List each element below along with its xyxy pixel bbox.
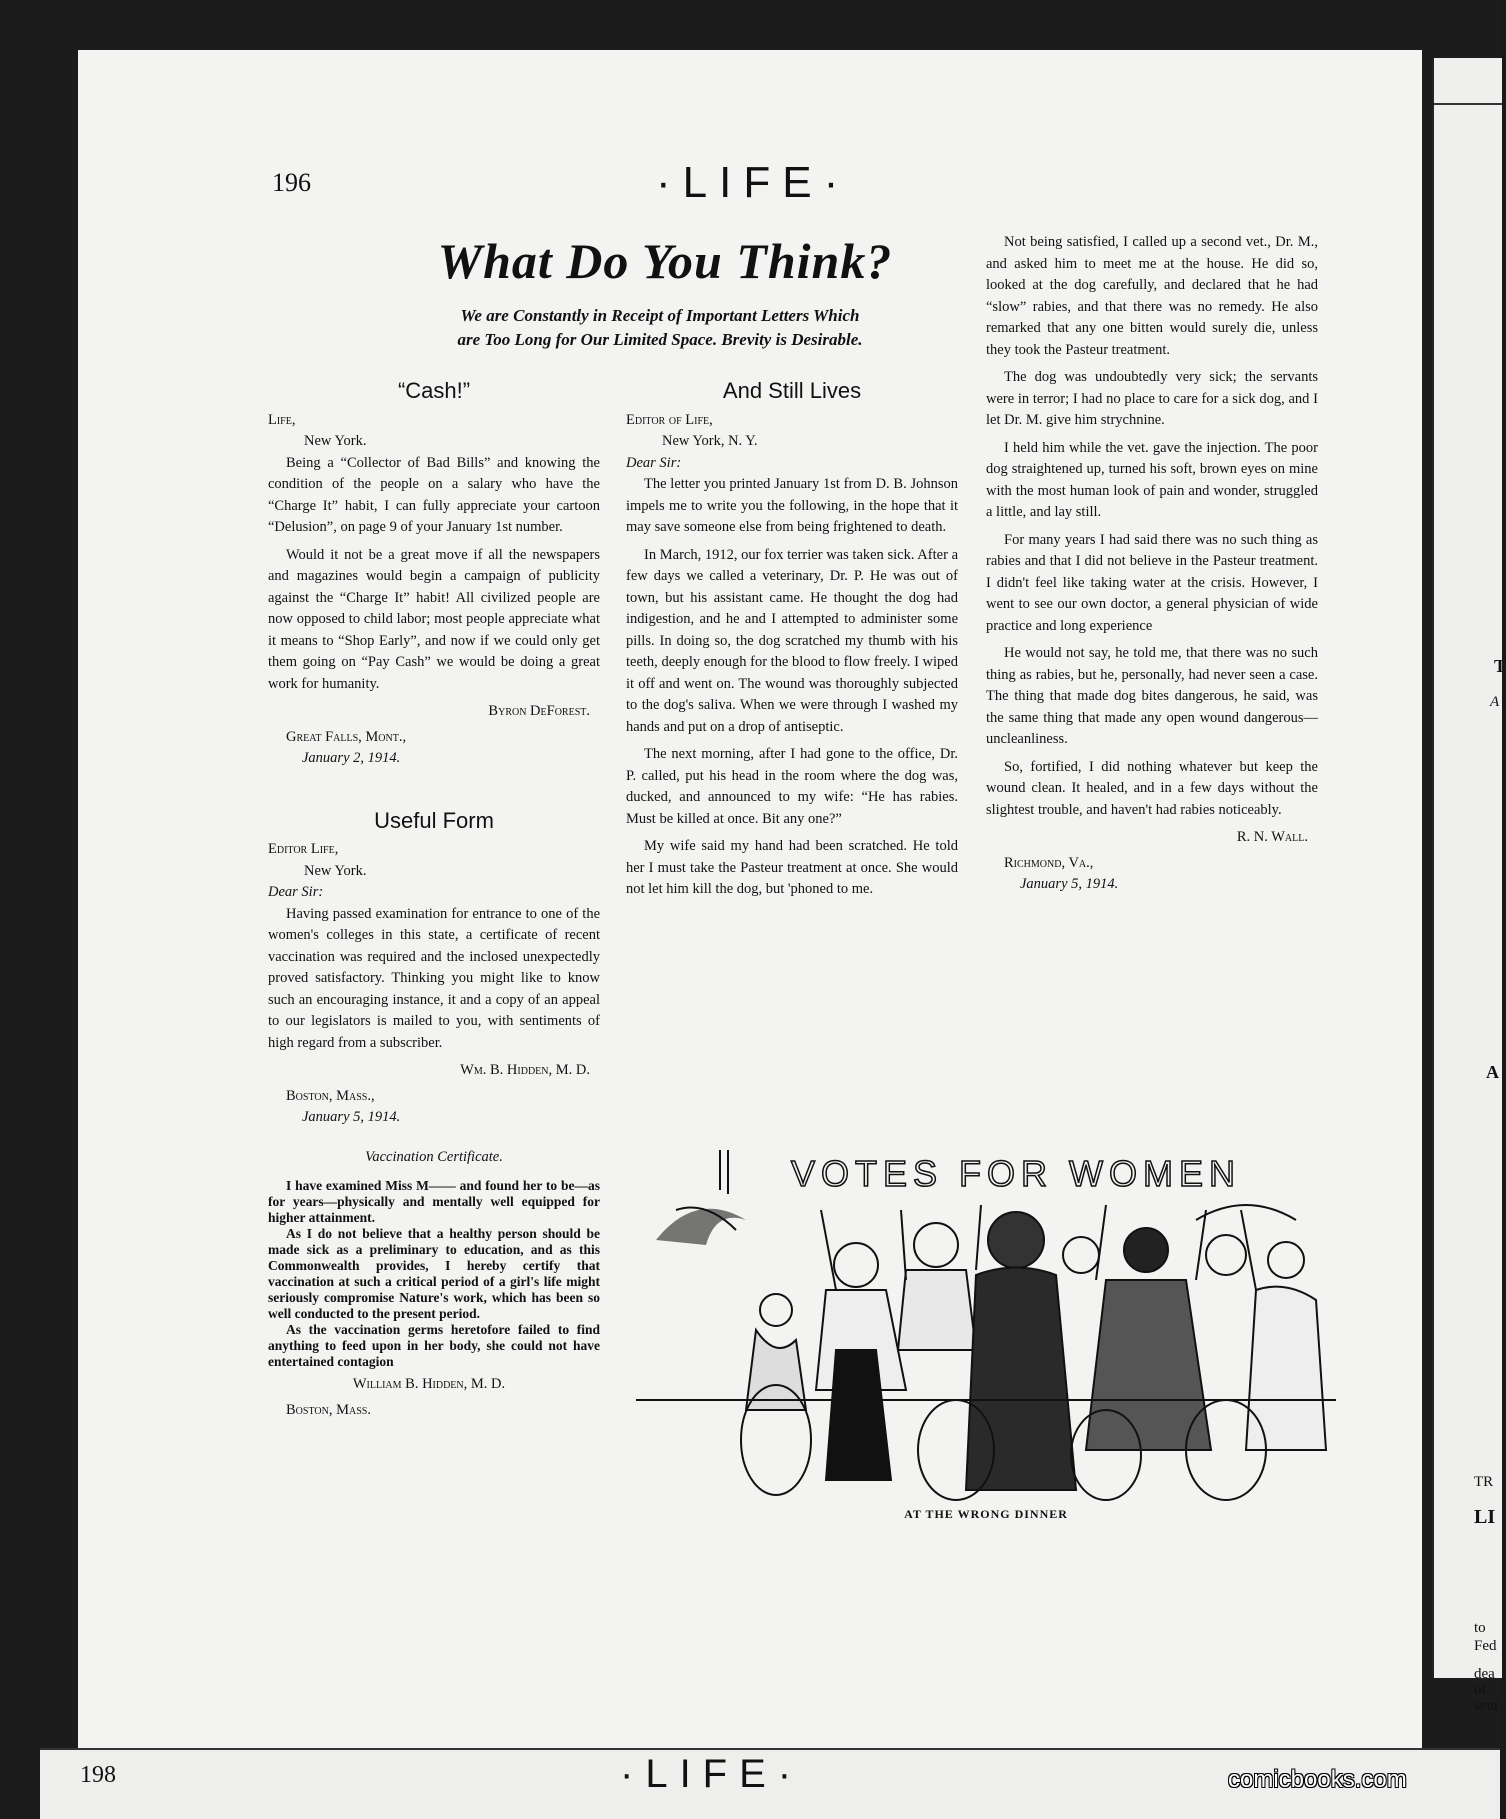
cartoon-caption: AT THE WRONG DINNER (904, 1507, 1068, 1521)
subline-1: We are Constantly in Receipt of Important Letters Which (460, 306, 860, 325)
paragraph: In March, 1912, our fox terrier was taken sick. After a few days we called a veterinary, Dr. P. He was out of town, but his assistant came. He thought the dog had indigestion, and he and I attempted to administer some pills. In doing so, the dog scratched my thumb with his teeth, deeply enough for the blood to flow freely. I wiped it off and went on. The wound was thoroughly subjected to the dog's saliva. When we were through I washed my hands and put on a drop of antiseptic. (626, 546, 958, 735)
fragment-text: sent (1474, 1698, 1499, 1714)
certificate-text (268, 1178, 600, 1370)
salutation: Dear Sir: (268, 884, 324, 900)
dateline-date: January 2, 1914. (302, 750, 401, 766)
masthead: ·LIFE· (656, 158, 851, 207)
paragraph: I have examined Miss M—— and found her to be—as for years—physically and mentally well equipped for higher attainment. (268, 1178, 600, 1225)
salutation: Dear Sir: (626, 454, 682, 471)
adjacent-page-right (1432, 58, 1506, 1714)
cartoon-banner: VOTES FOR WOMEN (791, 1153, 1241, 1194)
signature: William B. Hidden, M. D. (352, 1376, 506, 1392)
letter-title-cash: “Cash!” (397, 378, 471, 403)
fragment-text: LI (1474, 1506, 1496, 1528)
cartoon-drawing (636, 1150, 1336, 1500)
fragment-text: Fed (1474, 1638, 1497, 1654)
fragment-text: of (1474, 1682, 1487, 1698)
column-middle (626, 380, 958, 907)
salutation: New York, N. Y. (662, 433, 758, 449)
signature: Byron DeForest. (488, 703, 590, 719)
paragraph: My wife said my hand had been scratched. He told her I must take the Pasteur treatment at once. She would not let him kill the dog, but 'phoned to me. (626, 838, 958, 897)
signature: R. N. Wall. (1236, 829, 1308, 845)
paragraph: I held him while the vet. gave the injection. The poor dog straightened up, turned his soft, brown eyes on mine with the most human look of pain and wonder, struggled a little, and lay still. (986, 439, 1318, 520)
dateline-place: Boston, Mass. (286, 1401, 371, 1418)
certificate-title: Vaccination Certificate. (365, 1148, 503, 1165)
fragment-text: to (1474, 1620, 1486, 1636)
letter-title-useful-form: Useful Form (374, 807, 494, 833)
salutation: Life, (268, 411, 296, 428)
fragment-text: TR (1474, 1474, 1494, 1490)
column-left (268, 380, 600, 1421)
watermark: comicbooks.com (1228, 1766, 1407, 1793)
fragment-text: A (1490, 694, 1500, 710)
fragment-text: A (1486, 1062, 1499, 1082)
cartoon-illustration (636, 1150, 1336, 1500)
page-subheadline (290, 304, 1030, 352)
dateline-date: January 5, 1914. (302, 1109, 401, 1125)
fragment-text: T (1494, 656, 1506, 676)
letter-title-still-lives: And Still Lives (722, 378, 862, 403)
paragraph: So, fortified, I did nothing whatever but keep the wound clean. It healed, and in a few days without the slightest trouble, and haven't had rabies noticeably. (986, 758, 1318, 818)
paragraph: For many years I had said there was no such thing as rabies and that I did not believe in the Pasteur treatment. I didn't feel like taking water at the crisis. However, I went to see our own doctor, a general physician of wide practice and long experience (986, 531, 1318, 634)
fragment-text: dea (1474, 1666, 1495, 1682)
adjacent-page-rule (1434, 103, 1502, 105)
paragraph: Not being satisfied, I called up a second vet., Dr. M., and asked him to meet me at the house. He did so, looked at the dog carefully, and declared that he had “slow” rabies, and that there was no remedy. He also remarked that any one bitten would surely die, unless they took the Pasteur treatment. (986, 234, 1318, 358)
paragraph: He would not say, he told me, that there was no such thing as rabies, but he, personally, had never seen a case. The thing that made dog bites dangerous, he said, was the same thing that made any open wound dangerous—uncleanliness. (986, 645, 1318, 747)
paragraph: The letter you printed January 1st from D. B. Johnson impels me to write you the following, in the hope that it may save someone else from being frightened to death. (626, 476, 958, 535)
dateline-place: Richmond, Va., (1004, 854, 1094, 871)
paragraph: Having passed examination for entrance to one of the women's colleges in this state, a certificate of recent vaccination was required and the inclosed unexpectedly proved satisfactory. Thinking you might like to know such an encouraging instance, it and a copy of an appeal to our legislators is mailed to you, with sentiments of high regard from a subscriber. (268, 905, 600, 1051)
salutation: New York. (304, 433, 367, 449)
paragraph: The next morning, after I had gone to the office, Dr. P. called, put his head in the room where the dog was, ducked, and announced to my wife: “He has rabies. Must be killed at once. Bit any one?” (626, 746, 958, 827)
bottom-page-number: 198 (80, 1762, 116, 1788)
salutation: Editor of Life, (626, 411, 713, 428)
paragraph: As the vaccination germs heretofore failed to find anything to feed upon in her body, she could not have entertained contagion (268, 1322, 600, 1369)
dateline-date: January 5, 1914. (1020, 876, 1119, 892)
page-number: 196 (272, 168, 311, 197)
subline-2: are Too Long for Our Limited Space. Brevity is Desirable. (457, 330, 863, 349)
dateline-place: Great Falls, Mont., (286, 728, 407, 745)
salutation: Editor Life, (268, 841, 339, 857)
paragraph: As I do not believe that a healthy person should be made sick as a preliminary to education, and as this Commonwealth provides, I hereby certify that vaccination at such a critical period of a girl's life might seriously compromise Nature's work, which has been so well conducted to the present period. (268, 1226, 600, 1321)
bottom-masthead: ·LIFE· (620, 1752, 804, 1796)
page-headline: What Do You Think? (437, 233, 893, 289)
paragraph: Would it not be a great move if all the newspapers and magazines would begin a campaign of publicity against the “Charge It” habit! All civilized people are now opposed to child labor; most people appreciate what it means to “Shop Early”, and now if we could only get them going on “Pay Cash” we would be doing a great work for humanity. (268, 546, 600, 692)
salutation: New York. (304, 862, 367, 879)
column-right (986, 232, 1318, 902)
paragraph: The dog was undoubtedly very sick; the servants were in terror; I had no place to care for a sick dog, and I let Dr. M. give him strychnine. (986, 369, 1318, 428)
signature: Wm. B. Hidden, M. D. (460, 1062, 590, 1078)
dateline-place: Boston, Mass., (286, 1087, 375, 1104)
paragraph: Being a “Collector of Bad Bills” and knowing the condition of the people on a salary who have the “Charge It” habit, I can fully appreciate your cartoon “Delusion”, on page 9 of your January 1st number. (268, 454, 600, 535)
